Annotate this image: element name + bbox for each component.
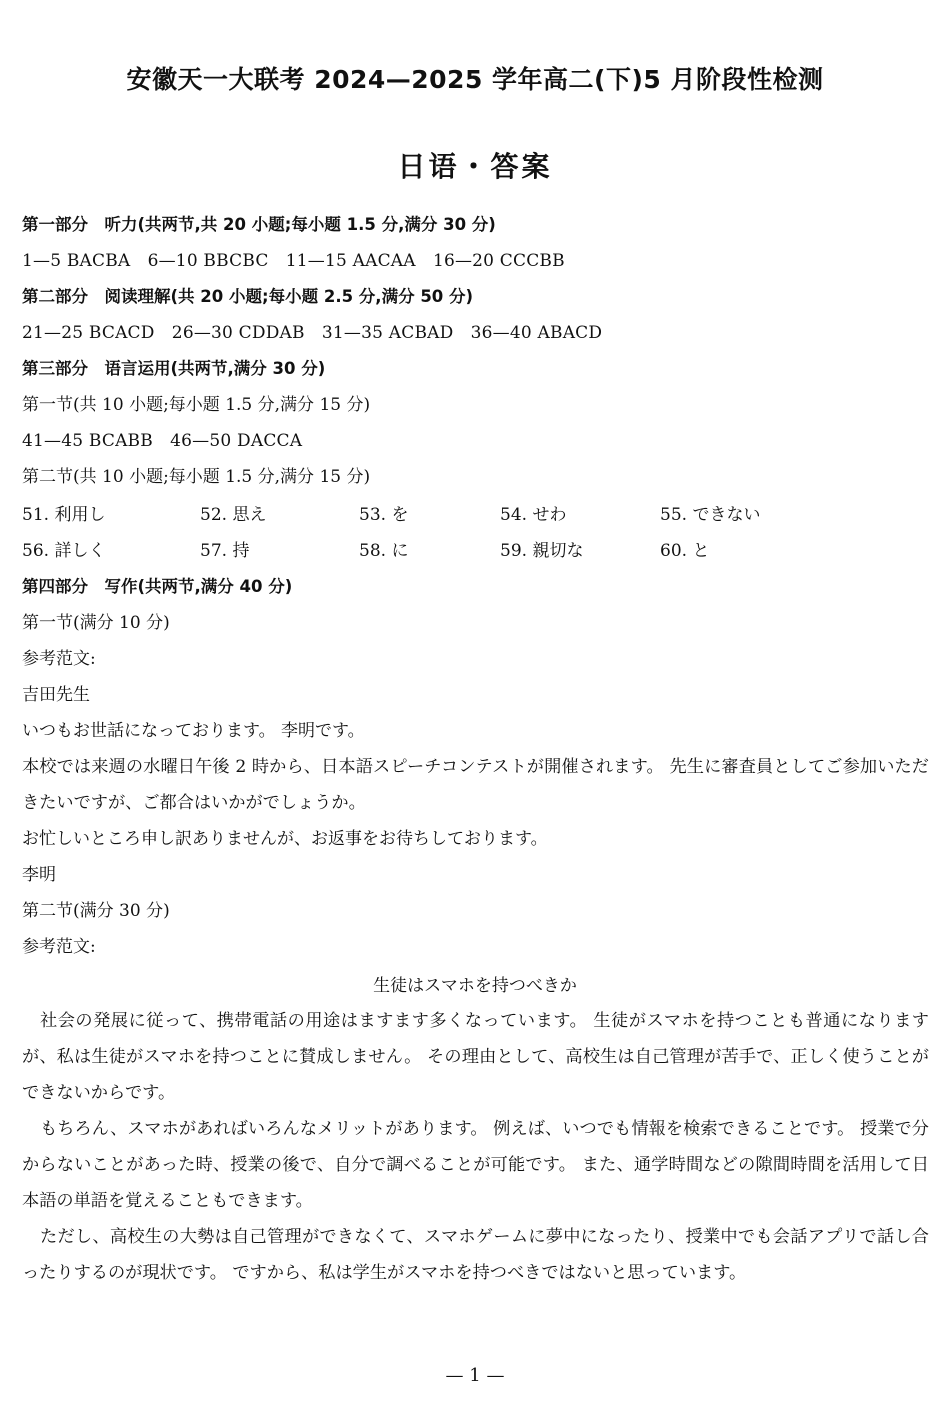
page-number: — 1 — xyxy=(445,1365,505,1386)
part4-heading: 第四部分 写作(共两节,满分 40 分) xyxy=(22,577,293,596)
part3-section2-heading: 第二节(共 10 小题;每小题 1.5 分,满分 15 分) xyxy=(22,467,371,487)
essay-paragraph: もちろん、スマホがあればいろんなメリットがあります。 例えば、いつでも情報を検索できることです。 授業で分からないことがあった時、授業の後で、自分で調べることが可能です。 また、通学時間などの隙間時間を活用して日本語の単語を覚えることもできます。 xyxy=(22,1119,929,1211)
fill-answer: 51. 利用し xyxy=(22,505,106,525)
essay-paragraph: 社会の発展に従って、携帯電話の用途はますます多くなっています。 生徒がスマホを持つことも普通になりますが、私は生徒がスマホを持つことに賛成しません。 その理由として、高校生は自己管理が苦手で、正しく使うことができないからです。 xyxy=(22,1011,929,1103)
sample-label: 参考范文: xyxy=(22,937,96,957)
fill-answer: 60. と xyxy=(660,541,710,561)
letter-salutation: 吉田先生 xyxy=(22,685,90,705)
part2-answers: 21—25 BCACD 26—30 CDDAB 31—35 ACBAD 36—40 ABACD xyxy=(22,323,603,343)
letter-body: 本校では来週の水曜日午後 2 時から、日本語スピーチコンテストが開催されます。 先生に審査員としてご参加いただきたいですが、ご都合はいかがでしょうか。 xyxy=(22,757,929,813)
part1-answers: 1—5 BACBA 6—10 BBCBC 11—15 AACAA 16—20 CCCBB xyxy=(22,251,565,271)
fill-answer: 56. 詳しく xyxy=(22,541,106,561)
letter-closing: お忙しいところ申し訳ありませんが、お返事をお待ちしております。 xyxy=(22,829,548,849)
part1-heading: 第一部分 听力(共两节,共 20 小题;每小题 1.5 分,满分 30 分) xyxy=(22,215,496,234)
part2-heading: 第二部分 阅读理解(共 20 小题;每小题 2.5 分,满分 50 分) xyxy=(22,287,474,306)
fill-answer: 54. せわ xyxy=(500,505,567,525)
fill-answer: 52. 思え xyxy=(200,505,267,525)
document-title: 安徽天一大联考 2024—2025 学年高二(下)5 月阶段性检测 xyxy=(126,65,824,94)
fill-answer: 55. できない xyxy=(660,505,761,525)
fill-answer: 53. を xyxy=(359,505,409,525)
sample-label: 参考范文: xyxy=(22,649,96,669)
part3-section1-answers: 41—45 BCABB 46—50 DACCA xyxy=(22,431,303,451)
part3-section1-heading: 第一节(共 10 小题;每小题 1.5 分,满分 15 分) xyxy=(22,395,371,415)
essay-paragraph: ただし、高校生の大勢は自己管理ができなくて、スマホゲームに夢中になったり、授業中でも会話アプリで話し合ったりするのが現状です。 ですから、私は学生がスマホを持つべきではないと思っています。 xyxy=(22,1227,929,1283)
document-subtitle: 日语・答案 xyxy=(397,150,553,183)
part3-heading: 第三部分 语言运用(共两节,满分 30 分) xyxy=(22,359,326,378)
letter-signature: 李明 xyxy=(22,865,56,885)
essay-title: 生徒はスマホを持つべきか xyxy=(373,976,577,996)
part4-section2-heading: 第二节(满分 30 分) xyxy=(22,901,170,921)
fill-answer: 58. に xyxy=(359,541,409,561)
fill-answer: 57. 持 xyxy=(200,541,250,561)
letter-greeting: いつもお世話になっております。 李明です。 xyxy=(22,721,365,741)
fill-answer: 59. 親切な xyxy=(500,541,584,561)
part4-section1-heading: 第一节(满分 10 分) xyxy=(22,613,170,633)
